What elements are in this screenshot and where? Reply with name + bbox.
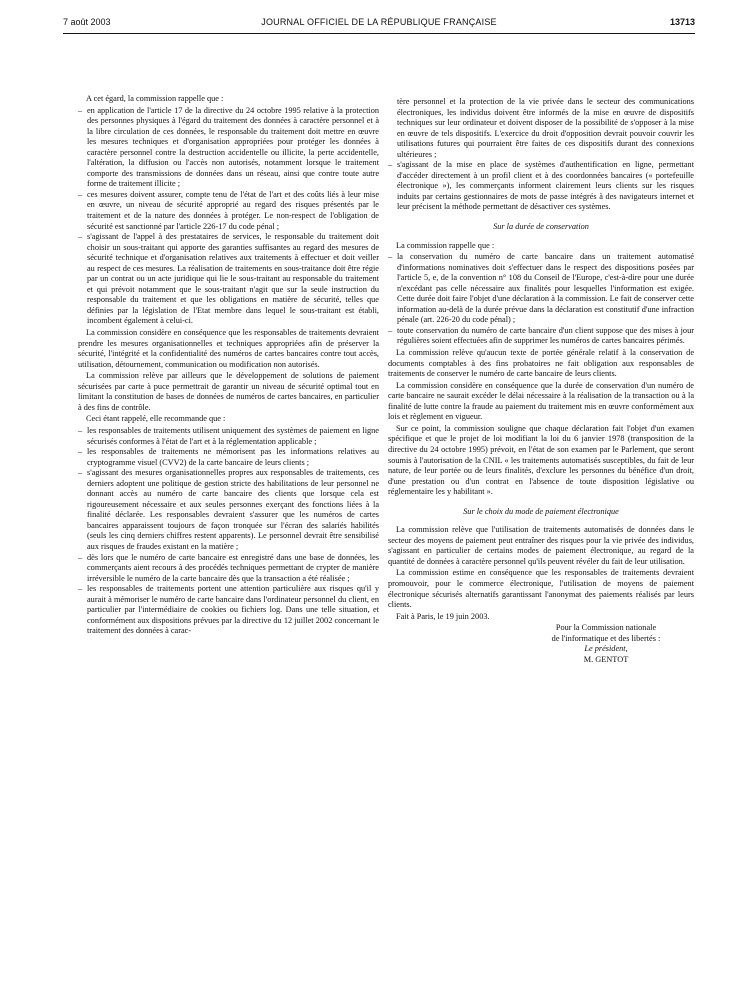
- list-item: – ces mesures doivent assurer, compte tenu de l'état de l'art et des coûts liés à leur mise en œuvre, un niveau de sécurité approprié au regard des risques présentés par le traitement et de la nature des données à protéger. Le non-respect de l'obligation de sécurité est sanctionné par l'article 226-17 du code pénal ;: [78, 190, 379, 232]
- signature-line: Pour la Commission nationale: [555, 623, 657, 633]
- list-item: – s'agissant de la mise en place de systèmes d'authentification en ligne, permettant d'accéder directement à un profil client et à des coordonnées bancaires (« portefeuille électronique »), les commerçants informent clairement leurs clients sur les risques induits par certains gestionnaires de mots de passe intégrés à des navigateurs internet et leur précisent la méthode permettant de désactiver ces systèmes.: [388, 160, 694, 213]
- header-page-number: 13713: [669, 17, 695, 27]
- list-item: – en application de l'article 17 de la directive du 24 octobre 1995 relative à la protection des personnes physiques à l'égard du traitement des données à caractère personnel et à la libre circulation de ces données, le responsable du traitement doit mettre en œuvre les mesures techniques et d'organisation appropriées pour protéger les données à caractère personnel contre la destruction accidentelle ou illicite, la perte accidentelle, l'altération, la diffusion ou l'accès non autorisés, notamment lorsque le traitement comporte des transmissions de données dans un réseau, ainsi que contre toute autre forme de traitement illicite ;: [78, 106, 379, 190]
- header-date: 7 août 2003: [63, 17, 111, 27]
- recommendation-list: [78, 426, 379, 637]
- list-item: – la conservation du numéro de carte bancaire dans un traitement automatisé d'informations nominatives doit s'effectuer dans le respect des dispositions posées par l'article 5, e, de la convention n° 108 du Conseil de l'Europe, c'est-à-dire pour une durée n'excédant pas celle nécessaire aux finalités pour lesquelles l'information est exigée. Cette durée doit faire l'objet d'une déclaration à la commission. Le fait de conserver cette information au-delà de la durée prévue dans la déclaration est constitutif d'une infraction pénale (art. 226-20 du code pénal) ;: [388, 252, 694, 326]
- paragraph: Sur ce point, la commission souligne que chaque déclaration fait l'objet d'un examen spécifique et que le projet de loi modifiant la loi du 6 janvier 1978 (transposition de la directive du 24 octobre 1995) prévoit, en l'état de son examen par le Parlement, que seront soumis à l'autorisation de la CNIL « les traitements automatisés susceptibles, du fait de leur nature, de leur portée ou de leurs finalités, d'exclure les personnes du bénéfice d'un droit, d'une prestation ou d'un contrat en l'absence de toute disposition législative ou réglementaire les y habilitant ».: [388, 423, 694, 497]
- paragraph: La commission rappelle que :: [396, 240, 495, 250]
- paragraph: La commission considère en conséquence que les responsables de traitements devraient prendre les mesures organisationnelles et techniques appropriées afin de préserver la sécurité, l'intégrité et la confidentialité des numéros de cartes bancaires contre tout accès, utilisation, détournement, communication ou modification non autorisés.: [78, 328, 379, 369]
- signature-role: Le président,: [584, 644, 628, 654]
- list-item: – les responsables de traitements ne mémorisent pas les informations relatives au cryptogramme visuel (CVV2) de la carte bancaire de leurs clients ;: [78, 447, 379, 468]
- header-rule: [63, 33, 695, 34]
- page-header: [63, 17, 695, 33]
- list-item: – s'agissant de l'appel à des prestataires de services, le responsable du traitement doit choisir un sous-traitant qui apporte des garanties suffisantes au regard des mesures de sécurité technique et d'organisation relatives aux traitements à effectuer et doit veiller au respect de ces mesures. La réalisation de traitements en sous-traitance doit être régie par un contrat ou un acte juridique qui lie le sous-traitant au responsable du traitement et qui prévoit notamment que le sous-traitant n'agit que sur la seule instruction du responsable du traitement et que les obligations en matière de sécurité, telles que définies par la législation de l'Etat membre dans lequel le sous-traitant est établi, incombent également à celui-ci.: [78, 232, 379, 327]
- paragraph: Ceci étant rappelé, elle recommande que :: [86, 414, 226, 424]
- list-item: tère personnel et la protection de la vie privée dans le secteur des communications électroniques, les individus doivent être informés de la mise en œuvre de dispositifs techniques sur leur ordinateur et doivent disposer de la possibilité de s'opposer à la mise en œuvre de tels dispositifs. L'exercice du droit d'opposition devrait pouvoir couvrir les utilisations futures qui pourraient être faites de ces dispositifs durant des connexions ultérieures ;: [397, 97, 694, 159]
- signature-line: de l'informatique et des libertés :: [551, 633, 661, 643]
- section-heading: Sur la durée de conservation: [493, 222, 589, 232]
- signature-name: M. GENTOT: [583, 654, 629, 664]
- paragraph: La commission relève qu'aucun texte de portée générale relatif à la conservation de documents comptables à des fins probatoires ne fait obligation aux responsables de traitements de conserver le numéro de carte bancaire de leurs clients.: [388, 348, 694, 379]
- right-column: [388, 97, 694, 665]
- paragraph: La commission relève que l'utilisation de traitements automatisés de données dans le secteur des moyens de paiement peut entraîner des risques pour la vie privée des individus, s'agissant en particulier de certains modes de paiement électronique, au regard de la quantité de données à caractère personnel qu'ils peuvent révéler du fait de leur utilisation.: [388, 525, 694, 566]
- paragraph: La commission relève par ailleurs que le développement de solutions de paiement sécurisées par carte à puce permettrait de garantir un niveau de sécurité optimal tout en limitant la constitution de bases de données de numéros de cartes bancaires, en particulier à des fins de contrôle.: [78, 371, 379, 412]
- left-column: [78, 94, 379, 638]
- signature-block: [518, 623, 694, 665]
- reminder-list: [78, 106, 379, 327]
- list-item: – les responsables de traitements portent une attention particulière aux risques qu'il y aurait à mémoriser le numéro de carte bancaire dans l'ordinateur personnel du client, en particulier par l'intermédiaire de cookies ou fichiers log. Dans une telle situation, et conformément aux dispositions prévues par la directive du 12 juillet 2002 concernant le traitement des données à carac-: [78, 584, 379, 637]
- done-at: Fait à Paris, le 19 juin 2003.: [396, 611, 490, 621]
- paragraph: La commission estime en conséquence que les responsables de traitements devraient promouvoir, pour le commerce électronique, l'utilisation de moyens de paiement électronique sécurisés alternatifs garantissant l'anonymat des paiements réalisés par leurs clients.: [388, 568, 694, 610]
- list-item: – dès lors que le numéro de carte bancaire est enregistré dans une base de données, les commerçants aient recours à des procédés techniques permettant de crypter de manière irréversible le numéro de la carte bancaire dès que la transaction a été réalisée ;: [78, 553, 379, 585]
- paragraph: La commission considère en conséquence que la durée de conservation d'un numéro de carte bancaire ne saurait excéder le délai nécessaire à la réalisation de la transaction ou à la finalité de lutte contre la fraude au paiement du traitement mis en œuvre conformément aux lois et règlement en vigueur.: [388, 380, 694, 422]
- list-item: – les responsables de traitements utilisent uniquement des systèmes de paiement en ligne sécurisés conformes à l'état de l'art et à la réglementation applicable ;: [78, 426, 379, 447]
- list-item: – toute conservation du numéro de carte bancaire d'un client suppose que des mises à jour régulières soient effectuées afin de supprimer les numéros de cartes bancaires périmés.: [388, 326, 694, 347]
- header-title: JOURNAL OFFICIEL DE LA RÉPUBLIQUE FRANÇAISE: [261, 17, 497, 27]
- recommendation-list-continued: [388, 97, 694, 213]
- intro-paragraph: A cet égard, la commission rappelle que :: [86, 94, 224, 103]
- section-heading: Sur le choix du mode de paiement électronique: [463, 506, 619, 516]
- conservation-list: [388, 252, 694, 347]
- list-item: – s'agissant des mesures organisationnelles propres aux responsables de traitements, ces derniers adoptent une politique de gestion stricte des habilitations de leur personnel ne donnant accès au numéro de carte bancaire des clients que lorsque cela est rigoureusement nécessaire et aux seules personnes exerçant des fonctions liées à la finalité déclarée. Les responsables devraient s'assurer que les numéros de cartes bancaires apparaissent toujours de façon tronquée sur l'écran des salariés habilités (seuls les cinq derniers chiffres restent apparents). Le personnel devrait être sensibilisé aux risques de fraudes existant en la matière ;: [78, 468, 379, 552]
